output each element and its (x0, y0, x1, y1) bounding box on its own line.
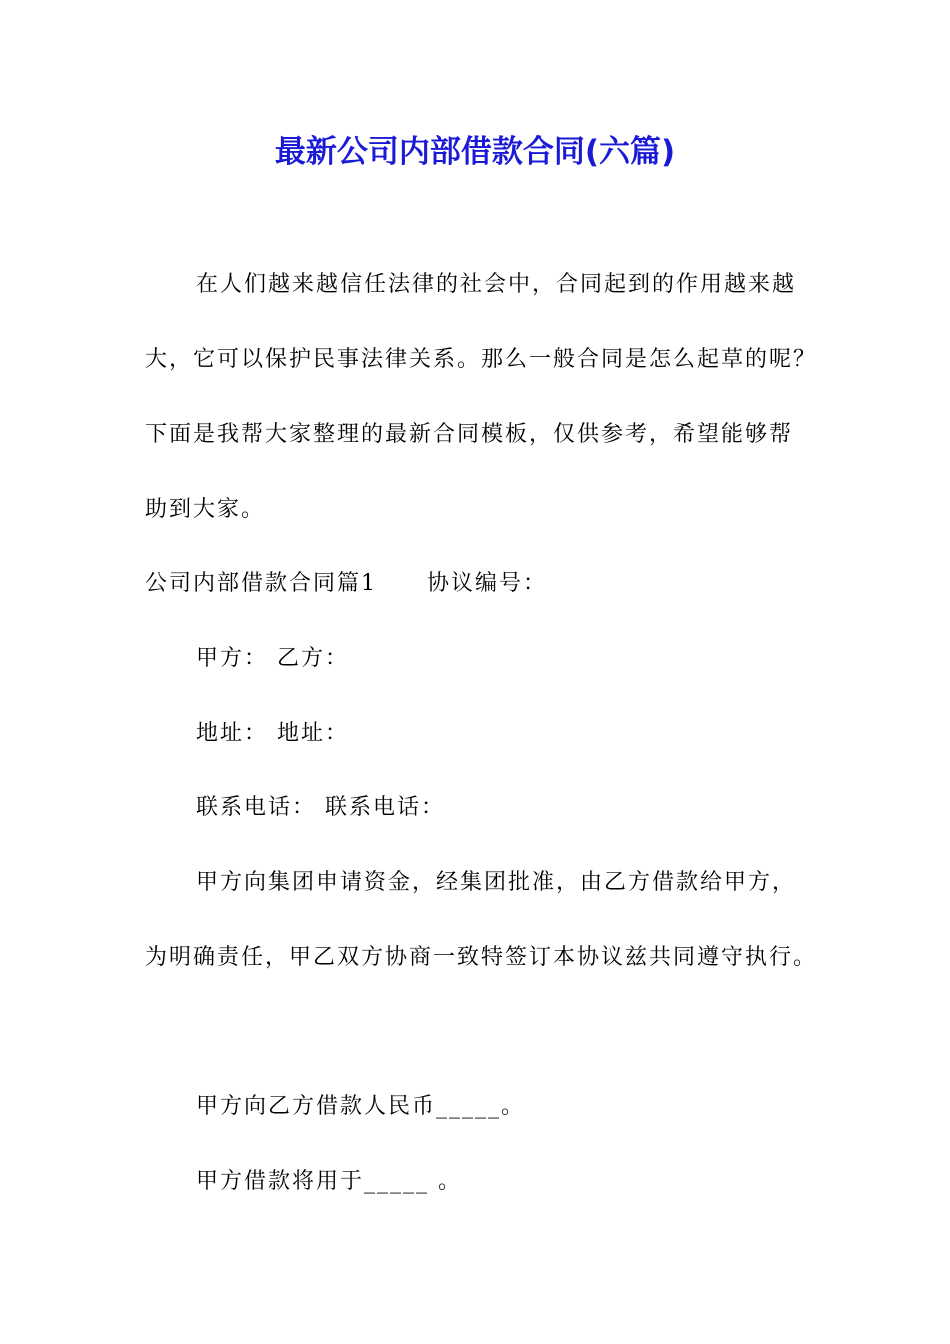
agreement-number-label: 协议编号： (427, 571, 548, 596)
section-heading: 公司内部借款合同篇1 (145, 571, 377, 596)
clause-1: 甲方向乙方借款人民币_____。 (196, 1094, 526, 1119)
phone-line: 联系电话： 联系电话： (196, 795, 445, 820)
purpose-line-1: 甲方向集团申请资金，经集团批准，由乙方借款给甲方， (196, 870, 797, 895)
party-line: 甲方： 乙方： (196, 646, 349, 671)
intro-line-1: 在人们越来越信任法律的社会中，合同起到的作用越来越 (196, 272, 797, 297)
document-title: 最新公司内部借款合同(六篇) (274, 134, 676, 170)
intro-line-3: 下面是我帮大家整理的最新合同模板，仅供参考，希望能够帮 (145, 422, 794, 447)
intro-line-2: 大，它可以保护民事法律关系。那么一般合同是怎么起草的呢？ (145, 347, 818, 372)
clause-2: 甲方借款将用于_____ 。 (196, 1169, 462, 1194)
purpose-line-2: 为明确责任，甲乙双方协商一致特签订本协议兹共同遵守执行。 (145, 945, 818, 970)
section-heading-line (145, 569, 547, 599)
address-line: 地址： 地址： (196, 721, 349, 746)
intro-line-4: 助到大家。 (145, 497, 266, 522)
